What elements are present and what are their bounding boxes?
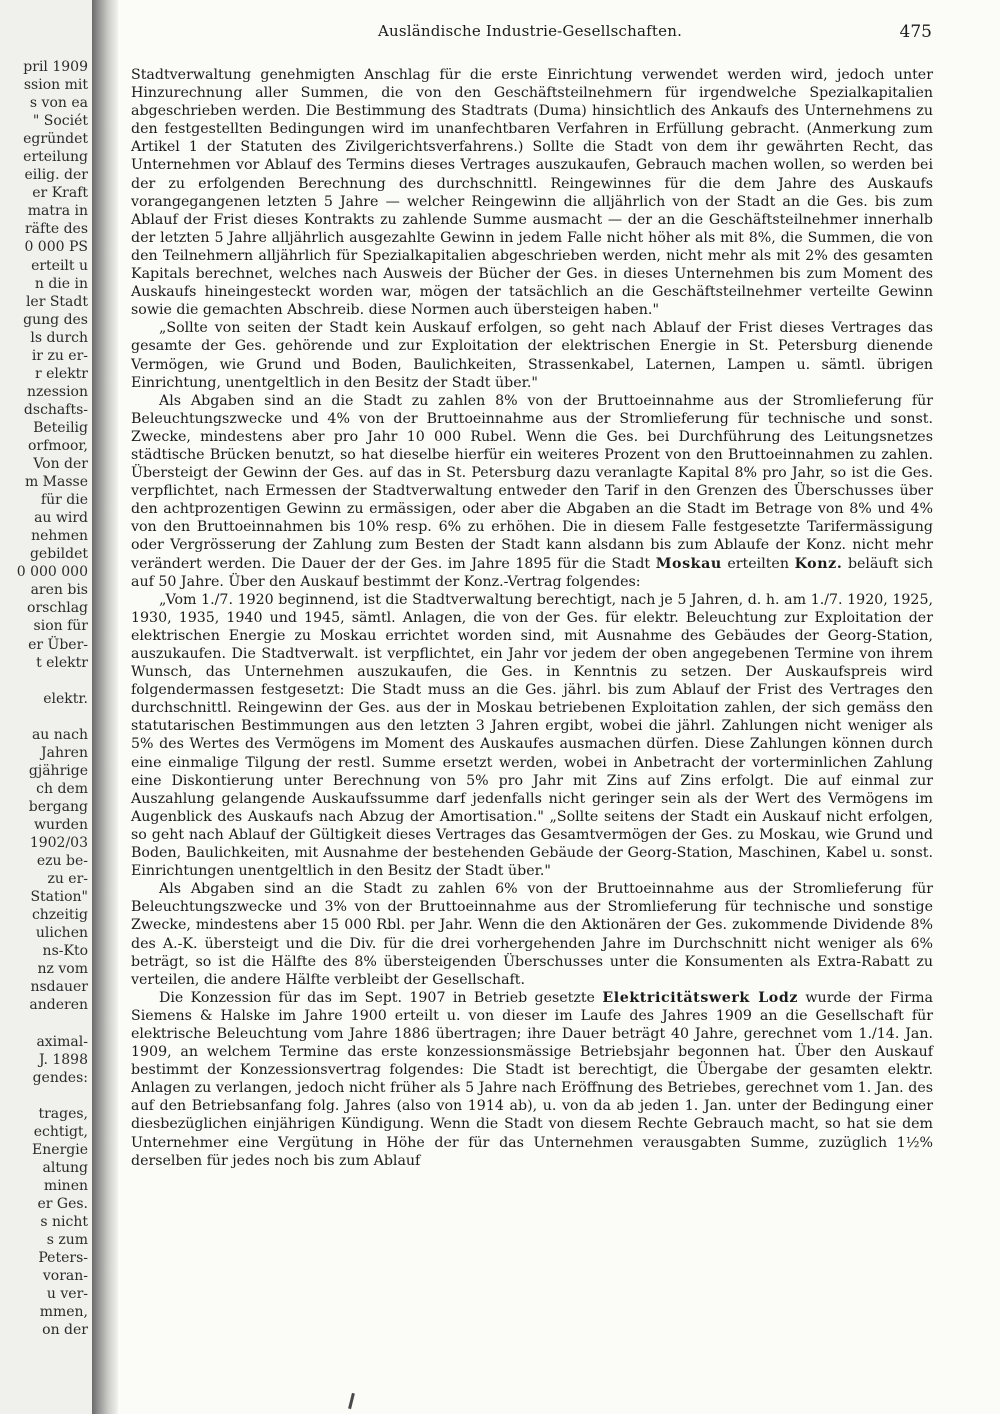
facing-page-line: aren bis (30, 582, 88, 599)
facing-page-line: u ver- (46, 1286, 88, 1303)
facing-page-line: anderen (29, 997, 88, 1014)
text-run: Als Abgaben sind an die Stadt zu zahlen 6% von der Bruttoeinnahme aus der Stromlieferung für Beleuchtungszwecke und 3% von der Bruttoeinnahme aus der Stromlieferung für technische und sonstige Zwecke, mindestens aber 15 000 Rbl. per Jahr. Wenn die den Aktionären der Ges. zukommende Dividende 8% des A.-K. übersteigt und die Div. für die drei vorhergehenden Jahre im Durchschnitt nicht weniger als 6% beträgt, so ist die Hälfte des 8% übersteigenden Überschusses unter die Konsumenten als Extra-Rabatt zu verteilen, die andere Hälfte verbleibt der Gesellschaft. (131, 881, 933, 988)
facing-page-line: 0 000 000 (16, 564, 88, 581)
text-run: wurde der Firma Siemens & Halske im Jahre 1900 erteilt u. von dieser im Laufe des Jahres 1909 an die Gesellschaft für elektrische Beleuchtung vom Jahre 1886 übertragen; ihre Dauer beträgt 40 Jahre, gerechnet vom 1./14. Jan. 1909, an welchem Termine das erste konzessionsmässige Betriebsjahr begonnen hat. Über den Auskauf bestimmt der Konzessionsvertrag folgendes: Die Stadt ist berechtigt, die Übergabe der gesamten elektr. Anlagen zu verlangen, jedoch nicht früher als 5 Jahre nach Eröffnung des Betriebes, gerechnet vom 1. Jan. des auf den Betriebsanfang folg. Jahres (also von 1914 ab), u. von da ab jeden 1. Jan. unter der Bedingung einer diesbezüglichen einjährigen Kündigung. Wenn die Stadt von diesem Rechte Gebrauch macht, so hat sie dem Unternehmer eine Vergütung in Höhe der für das Unternehmen verausgabten Summe, zuzüglich 1½% derselben für jedes noch bis zum Ablauf (131, 989, 933, 1169)
facing-page-line: Station" (30, 889, 88, 906)
bold-term: Konz. (794, 555, 843, 572)
facing-page-line: nsdauer (30, 979, 88, 996)
facing-page-line: gung des (23, 311, 88, 328)
running-title: Ausländische Industrie-Gesellschaften. (377, 22, 683, 40)
facing-page-line: er Ges. (37, 1195, 88, 1212)
facing-page-line: s von ea (29, 95, 88, 112)
facing-page-line: egründet (23, 131, 88, 148)
paragraph (131, 591, 933, 881)
facing-page-line: r elektr (35, 365, 88, 382)
paragraph (131, 66, 933, 319)
paragraph (131, 319, 933, 391)
facing-page-line (0, 1087, 88, 1105)
facing-page-line: gebildet (29, 546, 88, 563)
facing-page-line: t elektr (36, 654, 88, 671)
facing-page-line: orschlag (27, 600, 88, 617)
facing-page-line: pril 1909 (23, 59, 88, 75)
page-header (120, 22, 940, 46)
facing-page-line: matra in (27, 203, 88, 220)
facing-page-line: J. 1898 (38, 1051, 88, 1068)
facing-page-line: s nicht (40, 1214, 88, 1230)
facing-page-line: räfte des (24, 221, 88, 238)
facing-page-line: Beteilig (33, 419, 88, 436)
facing-page-line: n die in (34, 275, 88, 292)
facing-page-line: nzession (27, 383, 88, 400)
facing-page-line: sion für (33, 618, 88, 635)
facing-page-line (0, 672, 88, 690)
text-run: Die Konzession für das im Sept. 1907 in Betrieb gesetzte (159, 989, 603, 1006)
facing-page-line: aximal- (36, 1033, 88, 1050)
facing-page-fragment (0, 0, 92, 1414)
facing-page-line (0, 708, 88, 726)
facing-page-line: dschafts- (23, 401, 88, 418)
facing-page-line: on der (42, 1322, 88, 1339)
facing-page-line: zu er- (47, 871, 88, 888)
bold-term: Moskau (655, 555, 722, 572)
facing-page-line: bergang (28, 798, 88, 815)
facing-page-line: " Sociét (32, 113, 88, 130)
facing-page-line: ch dem (36, 780, 88, 797)
facing-page-line: altung (42, 1159, 88, 1176)
facing-page-line: ns-Kto (42, 943, 88, 960)
facing-page-line: ezu be- (36, 853, 88, 870)
facing-page-line: Von der (33, 456, 88, 473)
facing-page-line: Energie (32, 1141, 88, 1158)
facing-page-line: eilig. der (24, 167, 88, 184)
facing-page-line: für die (40, 492, 88, 509)
facing-page-line: s zum (46, 1232, 88, 1249)
facing-page-line: mmen, (39, 1304, 88, 1321)
body-text (131, 66, 933, 1170)
facing-page-line: ir zu er- (31, 347, 88, 364)
paragraph (131, 392, 933, 591)
paragraph (131, 989, 933, 1170)
facing-page-line: Peters- (38, 1250, 88, 1267)
facing-page-line: nz vom (37, 961, 88, 978)
facing-page-line: chzeitig (31, 907, 88, 924)
facing-page-line: wurden (34, 816, 88, 833)
facing-page-line: ssion mit (23, 77, 88, 94)
facing-page-line: elektr. (43, 690, 88, 707)
bold-term: Elektricitätswerk Lodz (602, 989, 799, 1006)
facing-page-line: ls durch (30, 329, 88, 346)
facing-page-line: 0 000 PS (24, 239, 88, 256)
facing-page-line: au nach (31, 726, 88, 743)
text-run: beläuft sich auf 50 Jahre. Über den Auskauf bestimmt der Konz.-Vertrag folgendes: (131, 555, 933, 590)
facing-page-line: er Über- (28, 636, 88, 653)
facing-page-line: nehmen (31, 528, 88, 545)
book-gutter (92, 0, 118, 1414)
facing-page-line: au wird (34, 510, 88, 527)
page-number: 475 (899, 22, 932, 42)
facing-page-line (0, 1014, 88, 1032)
facing-page-line: erteilung (23, 149, 88, 166)
facing-page-line: m Masse (24, 474, 88, 491)
text-run: Als Abgaben sind an die Stadt zu zahlen 8% von der Bruttoeinnahme aus der Stromlieferung für Beleuchtungszwecke und 4% von der Bruttoeinnahme aus der Stromlieferung für technische und sonst. Zwecke, mindestens aber pro Jahr 10 000 Rubel. Wenn die Ges. bei Durchführung des Leitungsnetzes städtische Brücken benutzt, so hat dieselbe hierfür ein weiteres Prozent von den Bruttoeinnahmen zu zahlen. Übersteigt der Gewinn der Ges. auf das in St. Petersburg dazu veranlagte Kapital 8% pro Jahr, so ist die Ges. verpflichtet, nach Ermessen der Stadtverwaltung entweder den Tarif in den Grenzen des Überschusses über den achtprozentigen Gewinn zu ermässigen, oder aber die Abgaben an die Stadt im Betrage von 8% und 4% von den Bruttoeinnahmen bis 10% resp. 6% zu erhöhen. Die in diesem Falle festgesetzte Tarifermässigung oder Vergrösserung der Zahlung zum Besten der Stadt kann alsdann bis zum Ablaufe der Konz. nicht mehr verändert werden. Die Dauer der der Ges. im Jahre 1895 für die Stadt (131, 392, 933, 572)
facing-page-line: er Kraft (32, 185, 88, 202)
facing-page-line: 1902/03 (29, 835, 88, 852)
facing-page-line: minen (43, 1177, 88, 1194)
facing-page-line: Jahren (41, 744, 88, 761)
text-run: Stadtverwaltung genehmigten Anschlag für die erste Einrichtung verwendet werden wird, jedoch unter Hinzurechnung aller Summen, die von den Geschäftsteilnehmern für irgendwelche Spezialkapitalien abgeschrieben werden. Die Bestimmung des Stadtrats (Duma) hinsichtlich des Ankaufs des Unternehmens zu den festgestellten Bedingungen wird im unanfechtbaren Verfahren in Erfüllung gebracht. (Anmerkung zum Artikel 1 der Statuten des Zivilgerichtsverfahrens.) Sollte die Stadt von dem ihr gewährten Recht, das Unternehmen vor Ablauf des Termins dieses Vertrages auszukaufen, Gebrauch machen wollen, so werden bei der zu erfolgenden Berechnung des durchschnittl. Reingewinnes für die dem Jahre des Auskaufs vorangegangenen letzten 5 Jahre — welcher Reingewinn die alljährlich von der Stadt an die Ges. bis zum Ablauf der Frist dieses Kontrakts zu zahlende Summe ausmacht — der an die Geschäftsteilnehmer innerhalb der letzten 5 Jahre alljährlich ausgezahlte Gewinn in jedem Falle nicht höher als mit 8%, die Summen, die von den Teilnehmern alljährlich für Spezialkapitalien abgeschrieben werden, nicht mehr als mit 2% des gesamten Kapitals berechnet, welches nach Ausweis der Bücher der Ges. in dieses Unternehmen bis zum Moment des Auskaufs hineingesteckt worden war, mögen der tatsächlich an die Geschäftsteilnehmer verteilte Gewinn sowie die gemachten Abschreib. diese Normen auch übersteigen haben." (131, 67, 933, 319)
facing-page-text (0, 58, 88, 1339)
facing-page-line: gendes: (32, 1069, 88, 1086)
facing-page-line: ler Stadt (25, 293, 88, 310)
paragraph (131, 880, 933, 989)
facing-page-line: erteilt u (31, 257, 88, 274)
facing-page-line: gjährige (28, 762, 88, 779)
facing-page-line: echtigt, (33, 1123, 88, 1140)
facing-page-line: trages, (38, 1105, 88, 1122)
ink-mark (348, 1393, 355, 1409)
text-run: erteilten (721, 555, 795, 572)
facing-page-line: orfmoor, (27, 437, 88, 454)
text-run: „Vom 1./7. 1920 beginnend, ist die Stadtverwaltung berechtigt, nach je 5 Jahren, d. h. am 1./7. 1920, 1925, 1930, 1935, 1940 und 1945, sämtl. Anlagen, die von der Ges. für elektr. Beleuchtung zur Exploitation der elektrischen Energie zu Moskau errichtet worden sind, mit Ausnahme des Gebäudes der Georg-Station, auszukaufen. Die Stadtverwalt. ist verpflichtet, ein Jahr vor jedem der oben angegebenen Termine von ihrem Wunsch, das Unternehmen auszukaufen, die Ges. in Kenntnis zu setzen. Der Auskaufspreis wird folgendermassen festgesetzt: Die Stadt muss an die Ges. jährl. bis zum Ablauf der Frist des Vertrages den durchschnittl. Reingewinn der Ges. aus der in Moskau betriebenen Exploitation zahlen, der sich gemäss den statutarischen Bestimmungen aus den letzten 3 Jahren ergibt, wobei die jährl. Zahlungen nicht weniger als 5% des Wertes des Vermögens im Moment des Auskaufes ausmachen dürfen. Diese Zahlungen können durch eine einmalige Tilgung der restl. Summe ersetzt werden, wobei in Anbetracht der vorterminlichen Zahlung eine Diskontierung unter Berechnung von 5% pro Jahr mit Zins auf Zins erfolgt. Die auf einmal zur Auszahlung gelangende Auskaufssumme darf jedenfalls nicht geringer sein als der Wert des Vermögens im Augenblick des Auskaufs nach Abzug der Amortisation." „Sollte seitens der Stadt ein Auskauf nicht erfolgen, so geht nach Ablauf der Gültigkeit dieses Vertrages das Gesamtvermögen der Ges. zu Moskau, wie Grund und Boden, Baulichkeiten, mit Ausnahme der bestehenden Gebäude der Georg-Station, Maschinen, Kabel u. sonst. Einrichtungen unentgeltlich in den Besitz der Stadt über." (131, 591, 933, 880)
facing-page-line: ulichen (35, 925, 88, 942)
text-run: „Sollte von seiten der Stadt kein Auskauf erfolgen, so geht nach Ablauf der Frist dieses Vertrages das gesamte der Ges. gehörende und zur Exploitation der elektrischen Energie in St. Petersburg dienende Vermögen, wie Grund und Boden, Baulichkeiten, Strassenkabel, Laternen, Lampen u. sämtl. übrigen Einrichtung, unentgeltlich in den Besitz der Stadt über." (131, 320, 933, 391)
facing-page-line: voran- (42, 1268, 88, 1285)
